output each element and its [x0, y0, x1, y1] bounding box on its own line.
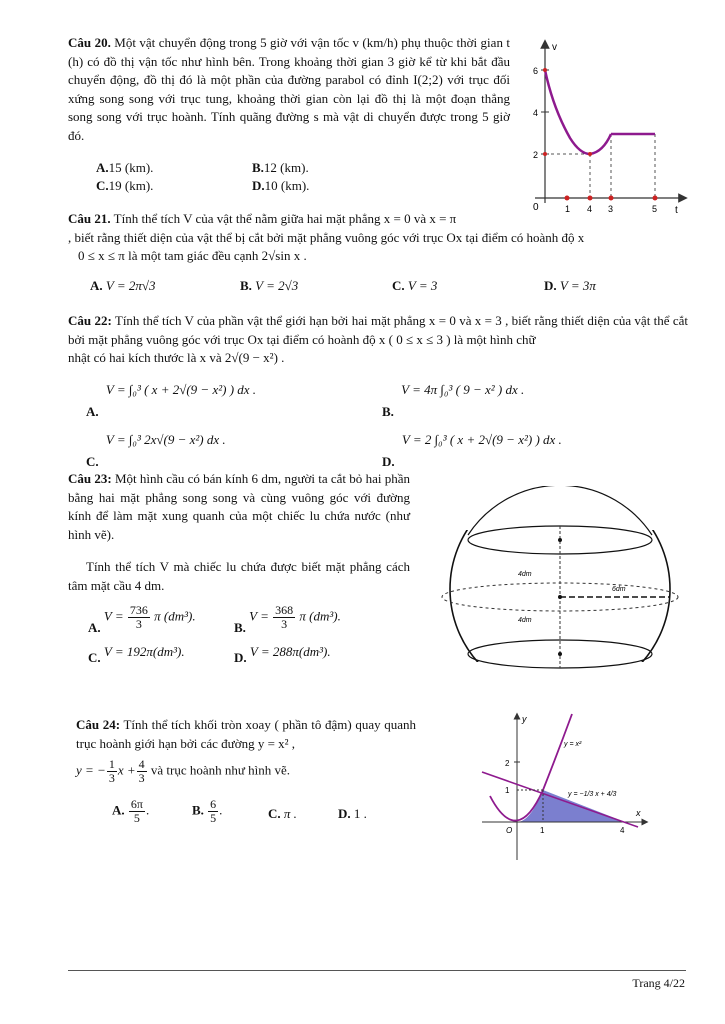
- q20-xtick-3: 3: [608, 204, 614, 214]
- q21-option-c[interactable]: C. V = 3: [392, 278, 438, 293]
- question-21: [68, 210, 688, 266]
- q22-option-c[interactable]: C. V = ∫₀³ 2x√(9 − x²) dx .: [86, 432, 226, 469]
- footer-rule: [68, 970, 686, 971]
- q24-axis-y-label: y: [522, 714, 527, 724]
- q24-line-equation: y = − $\frac{1}{3}$ x + $\frac{4}{3}$ và trục hoành như hình vẽ.: [76, 757, 291, 785]
- q22-label: Câu 22:: [68, 313, 112, 328]
- q24-line-label: y = −1/3 x + 4/3: [568, 791, 617, 798]
- q21-option-a[interactable]: A. V = 2π√3: [90, 278, 156, 293]
- q23-option-a[interactable]: A. V = $\frac{736}{3}$ π (dm³).: [88, 603, 196, 636]
- q24-origin-label: O: [506, 826, 513, 835]
- q24-text-2: và trục hoành như hình vẽ.: [150, 762, 291, 778]
- q20-origin-label: 0: [533, 202, 539, 213]
- q24-tick-y1: 1: [505, 786, 510, 795]
- q23-label-4dm-bottom: 4dm: [518, 617, 532, 624]
- q24-tick-x1: 1: [540, 826, 545, 835]
- page-number: Trang 4/22: [632, 976, 685, 990]
- q23-option-b[interactable]: B. V = $\frac{368}{3}$ π (dm³).: [234, 603, 341, 636]
- q20-label: Câu 20.: [68, 35, 111, 50]
- q23-text-1: Một hình cầu có bán kính 6 dm, người ta cắt bỏ hai phần bằng hai mặt phẳng song song và cùng vuông góc với đường kính để làm mặt xung quanh của một chiếc lu chứa nước (như hình vẽ).: [68, 471, 410, 542]
- q20-ytick-6: 6: [533, 66, 539, 76]
- q24-graph: [480, 712, 650, 862]
- q24-text-1: Tính thể tích khối tròn xoay ( phần tô đậm) quay quanh trục hoành giới hạn bởi các đường y = x² ,: [76, 717, 417, 751]
- q23-label: Câu 23:: [68, 471, 112, 486]
- q20-velocity-graph: [525, 38, 690, 220]
- q23-label-6dm: 6dm: [612, 586, 626, 593]
- q20-axis-v-label: v: [552, 42, 557, 53]
- q24-option-d[interactable]: D. 1 .: [338, 806, 367, 821]
- q20-option-b[interactable]: B.12 (km).: [252, 160, 309, 175]
- q24-tick-y2: 2: [505, 759, 510, 768]
- q23-label-4dm-top: 4dm: [518, 571, 532, 578]
- q20-parabola: [545, 70, 611, 154]
- q21-label: Câu 21.: [68, 211, 111, 226]
- q21-option-b[interactable]: B. V = 2√3: [240, 278, 299, 293]
- q24-option-b[interactable]: B. $\frac{6}{5}$ .: [192, 797, 223, 825]
- q20-option-c[interactable]: C.19 (km).: [96, 178, 154, 193]
- q23-option-c[interactable]: C. V = 192π(dm³).: [88, 644, 185, 665]
- q22-text-1: Tính thể tích V của phần vật thể giới hạn bởi hai mặt phẳng x = 0 và x = 3 , biết rằng thiết diện của vật thể cắt bởi mặt phẳng vuông góc với trục Ox tại điểm có hoành độ x ( 0 ≤ x ≤ 3 ) là một hình chữ: [68, 313, 689, 347]
- q20-option-d[interactable]: D.10 (km).: [252, 178, 310, 193]
- q24-curve-label: y = x²: [564, 741, 582, 748]
- q24-axis-x-label: x: [636, 808, 641, 818]
- q23-sphere-figure: [432, 486, 692, 692]
- q21-text-2: , biết rằng thiết diện của vật thể bị cắt bởi mặt phẳng vuông góc với trục Ox tại điểm có hoành độ x: [68, 229, 585, 245]
- q20-ytick-2: 2: [533, 150, 539, 160]
- q20-ytick-4: 4: [533, 108, 539, 118]
- q20-xtick-4: 4: [587, 204, 593, 214]
- q23-option-d[interactable]: D. V = 288π(dm³).: [234, 644, 331, 665]
- q22-option-d[interactable]: D. V = 2 ∫₀³ ( x + 2√(9 − x²) ) dx .: [382, 432, 562, 469]
- q21-text-3: 0 ≤ x ≤ π là một tam giác đều cạnh 2√sin x .: [78, 248, 307, 263]
- q24-option-a[interactable]: A. $\frac{6\pi}{5}$ .: [112, 797, 150, 825]
- q20-xtick-5: 5: [652, 204, 658, 214]
- q20-axis-t-label: t: [675, 205, 678, 216]
- q24-tick-x4: 4: [620, 826, 625, 835]
- q20-option-a[interactable]: A.15 (km).: [96, 160, 154, 175]
- question-23: [68, 470, 410, 544]
- question-24: [76, 716, 416, 753]
- q21-text-1: Tính thể tích V của vật thể nằm giữa hai mặt phẳng x = 0 và x = π: [113, 211, 457, 226]
- question-22: [68, 312, 688, 368]
- q21-option-d[interactable]: D. V = 3π: [544, 278, 596, 293]
- q22-option-a[interactable]: A. V = ∫₀³ ( x + 2√(9 − x²) ) dx .: [86, 382, 257, 419]
- q22-text-2: nhật có hai kích thước là x và 2√(9 − x²) .: [68, 350, 285, 365]
- q20-text: Một vật chuyển động trong 5 giờ với vận tốc v (km/h) phụ thuộc thời gian t (h) có đồ thị vận tốc như hình bên. Trong khoảng thời gian 3 giờ kể từ khi bắt đầu chuyển động, đồ thị đó là một phần của đường parabol có đỉnh I(2;2) với trục đối xứng song song với trục tung, khoảng thời gian còn lại đồ thị là một đoạn thẳng song song với trục hoành. Tính quãng đường s mà vật di chuyển được trong 5 giờ đó.: [68, 35, 511, 143]
- question-20: [68, 34, 510, 145]
- q23-text-2: Tính thể tích V mà chiếc lu chứa được biết mặt phẳng cách tâm mặt cầu 4 dm.: [68, 559, 410, 593]
- q22-option-b[interactable]: B. V = 4π ∫₀³ ( 9 − x² ) dx .: [382, 382, 525, 419]
- q20-xtick-1: 1: [565, 204, 571, 214]
- q24-option-c[interactable]: C. π .: [268, 806, 297, 821]
- q24-label: Câu 24:: [76, 717, 121, 732]
